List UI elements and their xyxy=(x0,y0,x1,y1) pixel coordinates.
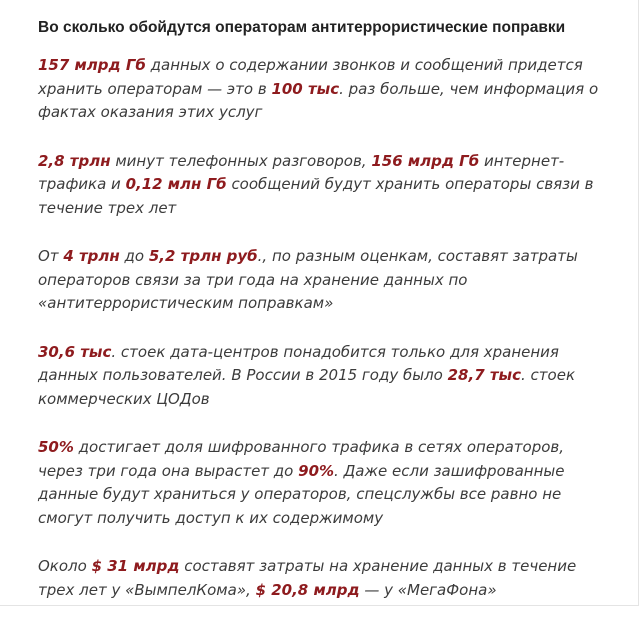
highlighted-figure: 100 тыс xyxy=(271,79,340,98)
fact-text: достигает доля шифрованного трафика в сетях операторов, через три года она вырастет до xyxy=(38,438,565,480)
fact-text: От xyxy=(38,247,64,265)
fact-text: Около xyxy=(38,557,92,575)
fact-text: данных о содержании звонков и сообщений придется хранить операторам — это в xyxy=(38,56,583,98)
highlighted-figure: $ 31 млрд xyxy=(91,557,180,575)
fact-paragraph xyxy=(38,555,613,602)
fact-text: минут телефонных разговоров, xyxy=(110,151,372,170)
fact-text: . стоек дата-центров понадобится только для хранения данных пользователей. В России в 2015 году было xyxy=(38,342,559,384)
fact-text: интернет-трафика и xyxy=(38,151,565,193)
fact-text: до xyxy=(119,247,149,265)
highlighted-figure: $ 20,8 млрд xyxy=(255,580,360,599)
highlighted-figure: 50% xyxy=(38,438,74,456)
highlighted-figure: 28,7 тыс xyxy=(447,366,522,384)
fact-text: . Даже если зашифрованные данные будут храниться у операторов, спецслужбы все равно не смогут получить доступ к их содержимому xyxy=(38,461,565,527)
fact-text: . стоек коммерческих ЦОДов xyxy=(38,366,576,408)
highlighted-figure: 2,8 трлн xyxy=(38,151,111,170)
highlighted-figure: 30,6 тыс xyxy=(38,342,112,361)
fact-text: сообщений будут хранить операторы связи в течение трех лет xyxy=(38,175,594,217)
article xyxy=(38,18,613,627)
highlighted-figure: 4 трлн xyxy=(63,247,120,265)
highlighted-figure: 5,2 трлн руб xyxy=(148,247,258,265)
fact-paragraph xyxy=(38,341,613,412)
fact-text: ., по разным оценкам, составят затраты операторов связи за три года на хранение данных по «антитеррористическим поправкам» xyxy=(38,247,578,312)
highlighted-figure: 157 млрд Гб xyxy=(38,56,146,74)
fact-paragraph xyxy=(38,54,613,125)
fact-paragraph xyxy=(38,150,613,221)
highlighted-figure: 0,12 млн Гб xyxy=(125,175,227,193)
fact-text: . раз больше, чем информация о фактах оказания этих услуг xyxy=(38,79,599,121)
fact-paragraph xyxy=(38,245,613,316)
fact-text: составят затраты на хранение данных в течение трех лет у «ВымпелКома», xyxy=(38,557,577,599)
highlighted-figure: 156 млрд Гб xyxy=(371,151,480,170)
fact-paragraph xyxy=(38,436,613,530)
fact-text: — у «МегаФона» xyxy=(359,580,497,599)
highlighted-figure: 90% xyxy=(298,461,335,480)
article-title: Во сколько обойдутся операторам антитеррористические поправки xyxy=(38,19,566,36)
